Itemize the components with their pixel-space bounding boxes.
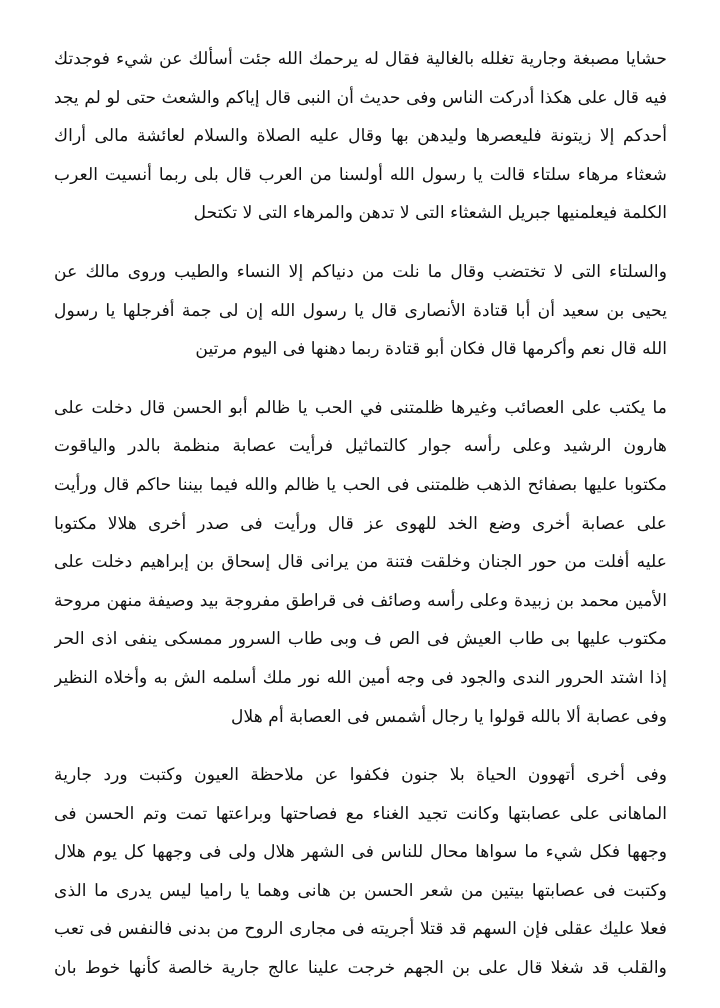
- text-line: الله قال نعم وأكرمها قال فكان أبو قتادة ربما دهنها فى اليوم مرتين: [195, 339, 667, 360]
- text-line: يحيى بن سعيد أن أبا قتادة الأنصارى قال يا رسول الله إن لى جمة أفرجلها يا رسول: [54, 300, 667, 321]
- text-line: وفى عصابة ألا بالله قولوا يا رجال أشمس فى العصابة أم هلال: [231, 706, 667, 727]
- paragraph-1: [54, 40, 667, 233]
- text-line: وجهها فكل شيء ما سواها محال للناس فى الشهر هلال ولى فى وجهها كل يوم هلال: [54, 842, 667, 863]
- text-line: مكتوبا عليها بصفائح الذهب ظلمتنى فى الحب يا ظالم والله فيما بيننا حاكم قال ورأيت: [54, 474, 667, 495]
- text-line: إذا اشتد الحرور الندى والجود فى وجه أمين الله نور ملك أسلمه الش به وأخلاه النظير: [54, 667, 667, 688]
- text-line: عليه أفلت من حور الجنان وخلقت فتنة من يرانى قال إسحاق بن إبراهيم دخلت على: [54, 552, 667, 573]
- text-line: وفى أخرى أتهوون الحياة بلا جنون فكفوا عن ملاحظة العيون وكتبت ورد جارية: [54, 765, 667, 786]
- text-line: أحدكم إلا زيتونة فليعصرها وليدهن بها وقال عليه الصلاة والسلام لعائشة مالى أراك: [54, 126, 667, 147]
- text-line: الأمين محمد بن زبيدة وعلى رأسه وصائف فى قراطق مفروجة بيد وصيفة منهن مروحة: [54, 590, 667, 611]
- text-line: شعثاء مرهاء سلتاء قالت يا رسول الله أولسنا من العرب قال بلى ربما أنسيت العرب: [54, 164, 667, 185]
- text-line: فعلا عليك عقلى فإن السهم قد قتلا أجريته فى مجارى الروح من بدنى فالنفس فى تعب: [54, 919, 667, 940]
- paragraph-4: [54, 756, 667, 988]
- text-line: الماهانى على عصابتها وكانت تجيد الغناء مع فصاحتها وبراعتها تمت وتم الحسن فى: [54, 803, 667, 824]
- paragraph-2: [54, 253, 667, 369]
- text-line: هارون الرشيد وعلى رأسه جوار كالتماثيل فرأيت عصابة منظمة بالدر والياقوت: [54, 436, 667, 457]
- text-line: وكتبت فى عصابتها بيتين من شعر الحسن بن هانى وهما يا راميا ليس يدرى ما الذى: [54, 880, 667, 901]
- text-line: على عصابة أخرى وضع الخد للهوى عز قال ورأيت فى صدر أخرى هلالا مكتوبا: [54, 513, 667, 534]
- text-line: حشايا مصبغة وجارية تغلله بالغالية فقال له يرحمك الله جئت أسألك عن شيء فوجدتك: [54, 49, 667, 69]
- text-line: والسلتاء التى لا تختضب وقال ما نلت من دنياكم إلا النساء والطيب وروى مالك عن: [54, 261, 667, 282]
- text-line: الكلمة فيعلمنيها جبريل الشعثاء التى لا تدهن والمرهاء التى لا تكتحل: [193, 203, 667, 224]
- text-line: والقلب قد شغلا قال على بن الجهم خرجت علينا عالج جارية خالصة كأنها خوط بان: [54, 958, 667, 979]
- text-line: مكتوب عليها بى طاب العيش فى الص ف وبى طاب السرور ممسكى ينفى اذى الحر: [54, 629, 667, 650]
- paragraph-3: [54, 389, 667, 736]
- document-page: [54, 40, 667, 1008]
- text-line: ما يكتب على العصائب وغيرها ظلمتنى في الحب يا ظالم أبو الحسن قال دخلت على: [54, 397, 667, 418]
- text-line: فيه قال على هكذا أدركت الناس وفى حديث أن النبى قال إياكم والشعث حتى لو لم يجد: [54, 87, 667, 108]
